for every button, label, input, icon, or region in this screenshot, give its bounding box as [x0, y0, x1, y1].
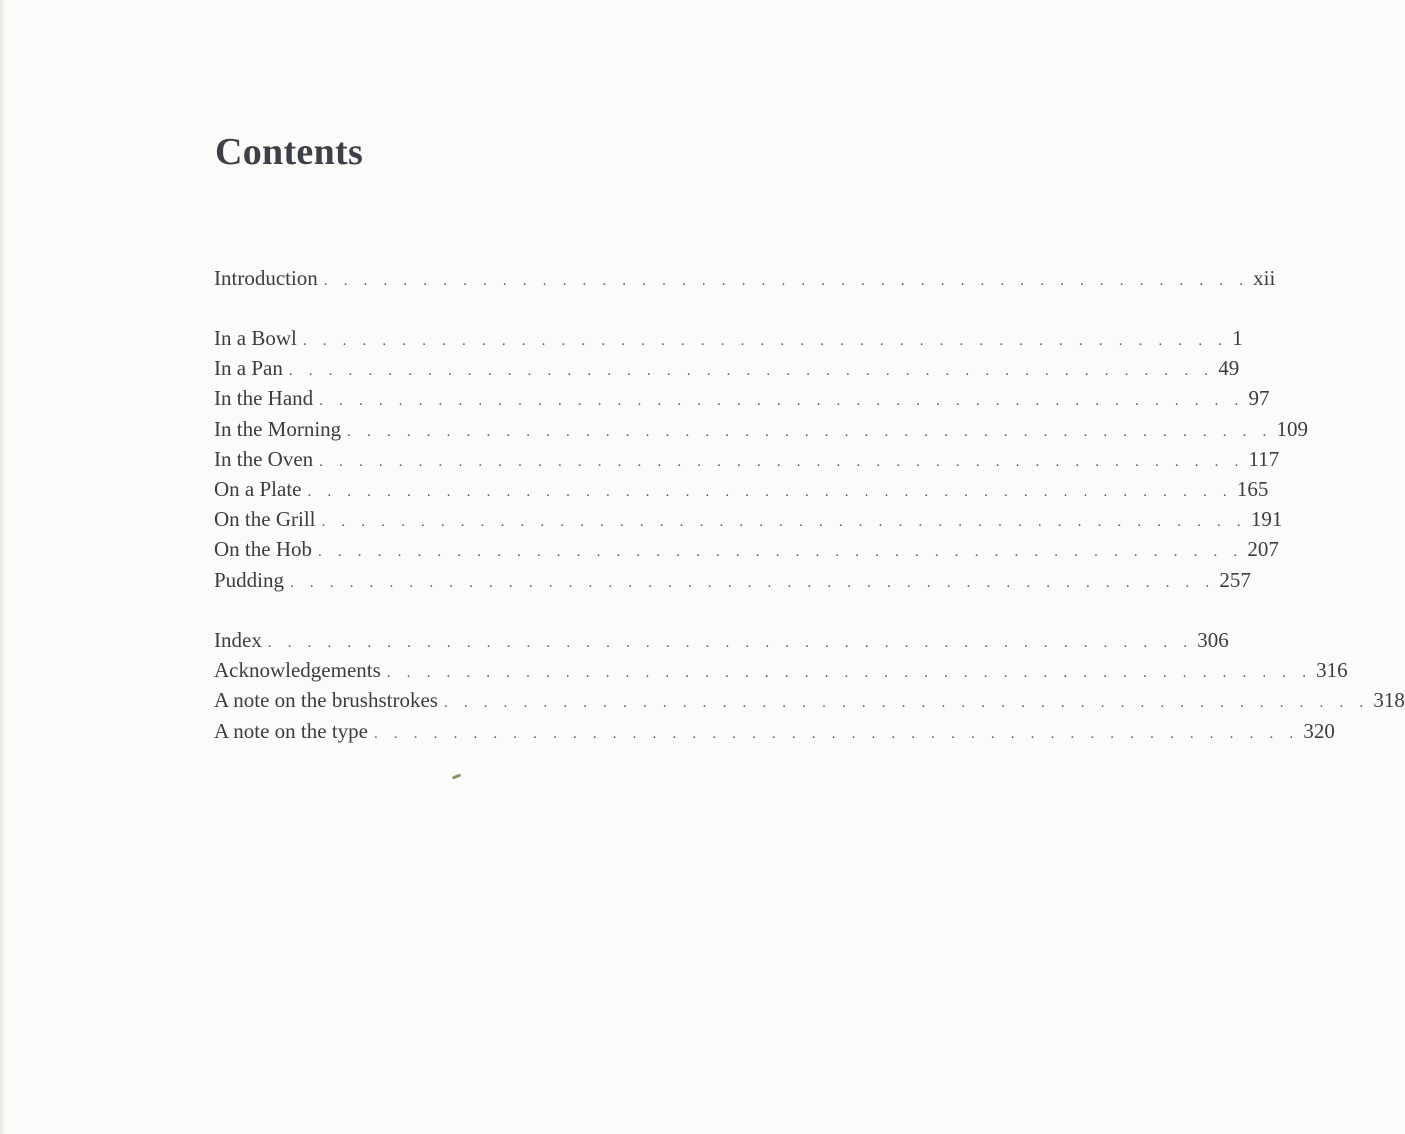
toc-entry-index — [214, 625, 1229, 655]
toc-entry-page-number: 97 — [1248, 386, 1270, 411]
toc-entry-note-on-brushstrokes — [214, 685, 1405, 715]
dot-leader: . . . . . . . . . . . . . . . . . . . . . . . . . . . . . . . . . . . . . . . . . . . . . . . — [267, 635, 1194, 651]
page-edge-shadow — [0, 0, 6, 1134]
toc-entry-title: Pudding — [214, 567, 285, 592]
toc-entry-title: In the Hand — [214, 386, 314, 411]
toc-entry-page-number: 117 — [1248, 446, 1280, 471]
toc-entry-on-the-hob — [214, 534, 1279, 564]
toc-entry-page-number: 1 — [1232, 326, 1243, 350]
toc-entry-on-a-plate — [214, 474, 1269, 504]
toc-entry-page-number: xii — [1253, 266, 1276, 290]
dot-leader: . . . . . . . . . . . . . . . . . . . . . . . . . . . . . . . . . . . . . . . . . . . . . . . — [302, 333, 1229, 349]
toc-entry-title: In a Bowl — [214, 326, 297, 350]
toc-entry-title: A note on the type — [214, 718, 368, 743]
dot-leader: . . . . . . . . . . . . . . . . . . . . . . . . . . . . . . . . . . . . . . . . . . . . . . . — [290, 574, 1216, 591]
toc-entry-title: On the Hob — [214, 537, 312, 562]
toc-entry-page-number: 318 — [1373, 688, 1405, 713]
page-title: Contents — [215, 131, 364, 173]
toc-entry-page-number: 165 — [1236, 476, 1269, 501]
toc-entry-title: Introduction — [214, 266, 318, 290]
toc-entry-title: On a Plate — [214, 476, 302, 501]
ink-speck — [452, 773, 461, 779]
toc-entry-page-number: 257 — [1219, 567, 1251, 592]
toc-entry-page-number: 316 — [1316, 658, 1348, 683]
toc-entry-page-number: 109 — [1276, 416, 1309, 441]
dot-leader: . . . . . . . . . . . . . . . . . . . . . . . . . . . . . . . . . . . . . . . . . . . . . . . — [386, 665, 1313, 682]
dot-leader: . . . . . . . . . . . . . . . . . . . . . . . . . . . . . . . . . . . . . . . . . . . . . . . — [321, 514, 1247, 531]
toc-entry-page-number: 306 — [1197, 628, 1229, 652]
toc-entry-in-the-oven — [214, 444, 1280, 474]
dot-leader: . . . . . . . . . . . . . . . . . . . . . . . . . . . . . . . . . . . . . . . . . . . . . . . — [288, 363, 1215, 380]
toc-front-matter — [214, 263, 1276, 293]
toc-entry-in-a-bowl — [214, 323, 1243, 353]
toc-entry-page-number: 49 — [1218, 356, 1240, 381]
toc-entry-title: On the Grill — [214, 507, 316, 532]
toc-back-matter — [214, 625, 1405, 746]
toc-entry-on-the-grill — [214, 504, 1283, 534]
toc-entry-title: A note on the brushstrokes — [214, 688, 438, 713]
dot-leader: . . . . . . . . . . . . . . . . . . . . . . . . . . . . . . . . . . . . . . . . . . . . . . . — [347, 423, 1273, 440]
toc-entry-page-number: 320 — [1303, 718, 1335, 743]
toc-entry-note-on-type — [214, 716, 1335, 746]
toc-entry-introduction — [214, 263, 1276, 293]
toc-entry-in-the-morning — [214, 414, 1309, 444]
toc-entry-title: In a Pan — [214, 356, 283, 381]
dot-leader: . . . . . . . . . . . . . . . . . . . . . . . . . . . . . . . . . . . . . . . . . . . . . . . — [319, 453, 1245, 470]
dot-leader: . . . . . . . . . . . . . . . . . . . . . . . . . . . . . . . . . . . . . . . . . . . . . . . — [373, 725, 1300, 742]
dot-leader: . . . . . . . . . . . . . . . . . . . . . . . . . . . . . . . . . . . . . . . . . . . . . . . — [323, 273, 1250, 289]
toc-entry-page-number: 191 — [1250, 507, 1283, 532]
dot-leader: . . . . . . . . . . . . . . . . . . . . . . . . . . . . . . . . . . . . . . . . . . . . . . . — [318, 544, 1244, 561]
toc-entry-acknowledgements — [214, 655, 1348, 685]
dot-leader: . . . . . . . . . . . . . . . . . . . . . . . . . . . . . . . . . . . . . . . . . . . . . . . — [443, 695, 1370, 712]
toc-entry-title: Index — [214, 628, 262, 652]
dot-leader: . . . . . . . . . . . . . . . . . . . . . . . . . . . . . . . . . . . . . . . . . . . . . . . — [307, 483, 1233, 500]
toc-entry-in-the-hand — [214, 383, 1270, 413]
toc-entry-title: Acknowledgements — [214, 658, 381, 683]
toc-entry-pudding — [214, 565, 1251, 595]
toc-entry-page-number: 207 — [1247, 537, 1279, 562]
dot-leader: . . . . . . . . . . . . . . . . . . . . . . . . . . . . . . . . . . . . . . . . . . . . . . . — [319, 393, 1245, 410]
toc-chapters — [214, 323, 1309, 595]
toc-entry-in-a-pan — [214, 353, 1240, 383]
toc-entry-title: In the Morning — [214, 416, 342, 441]
toc-entry-title: In the Oven — [214, 446, 314, 471]
